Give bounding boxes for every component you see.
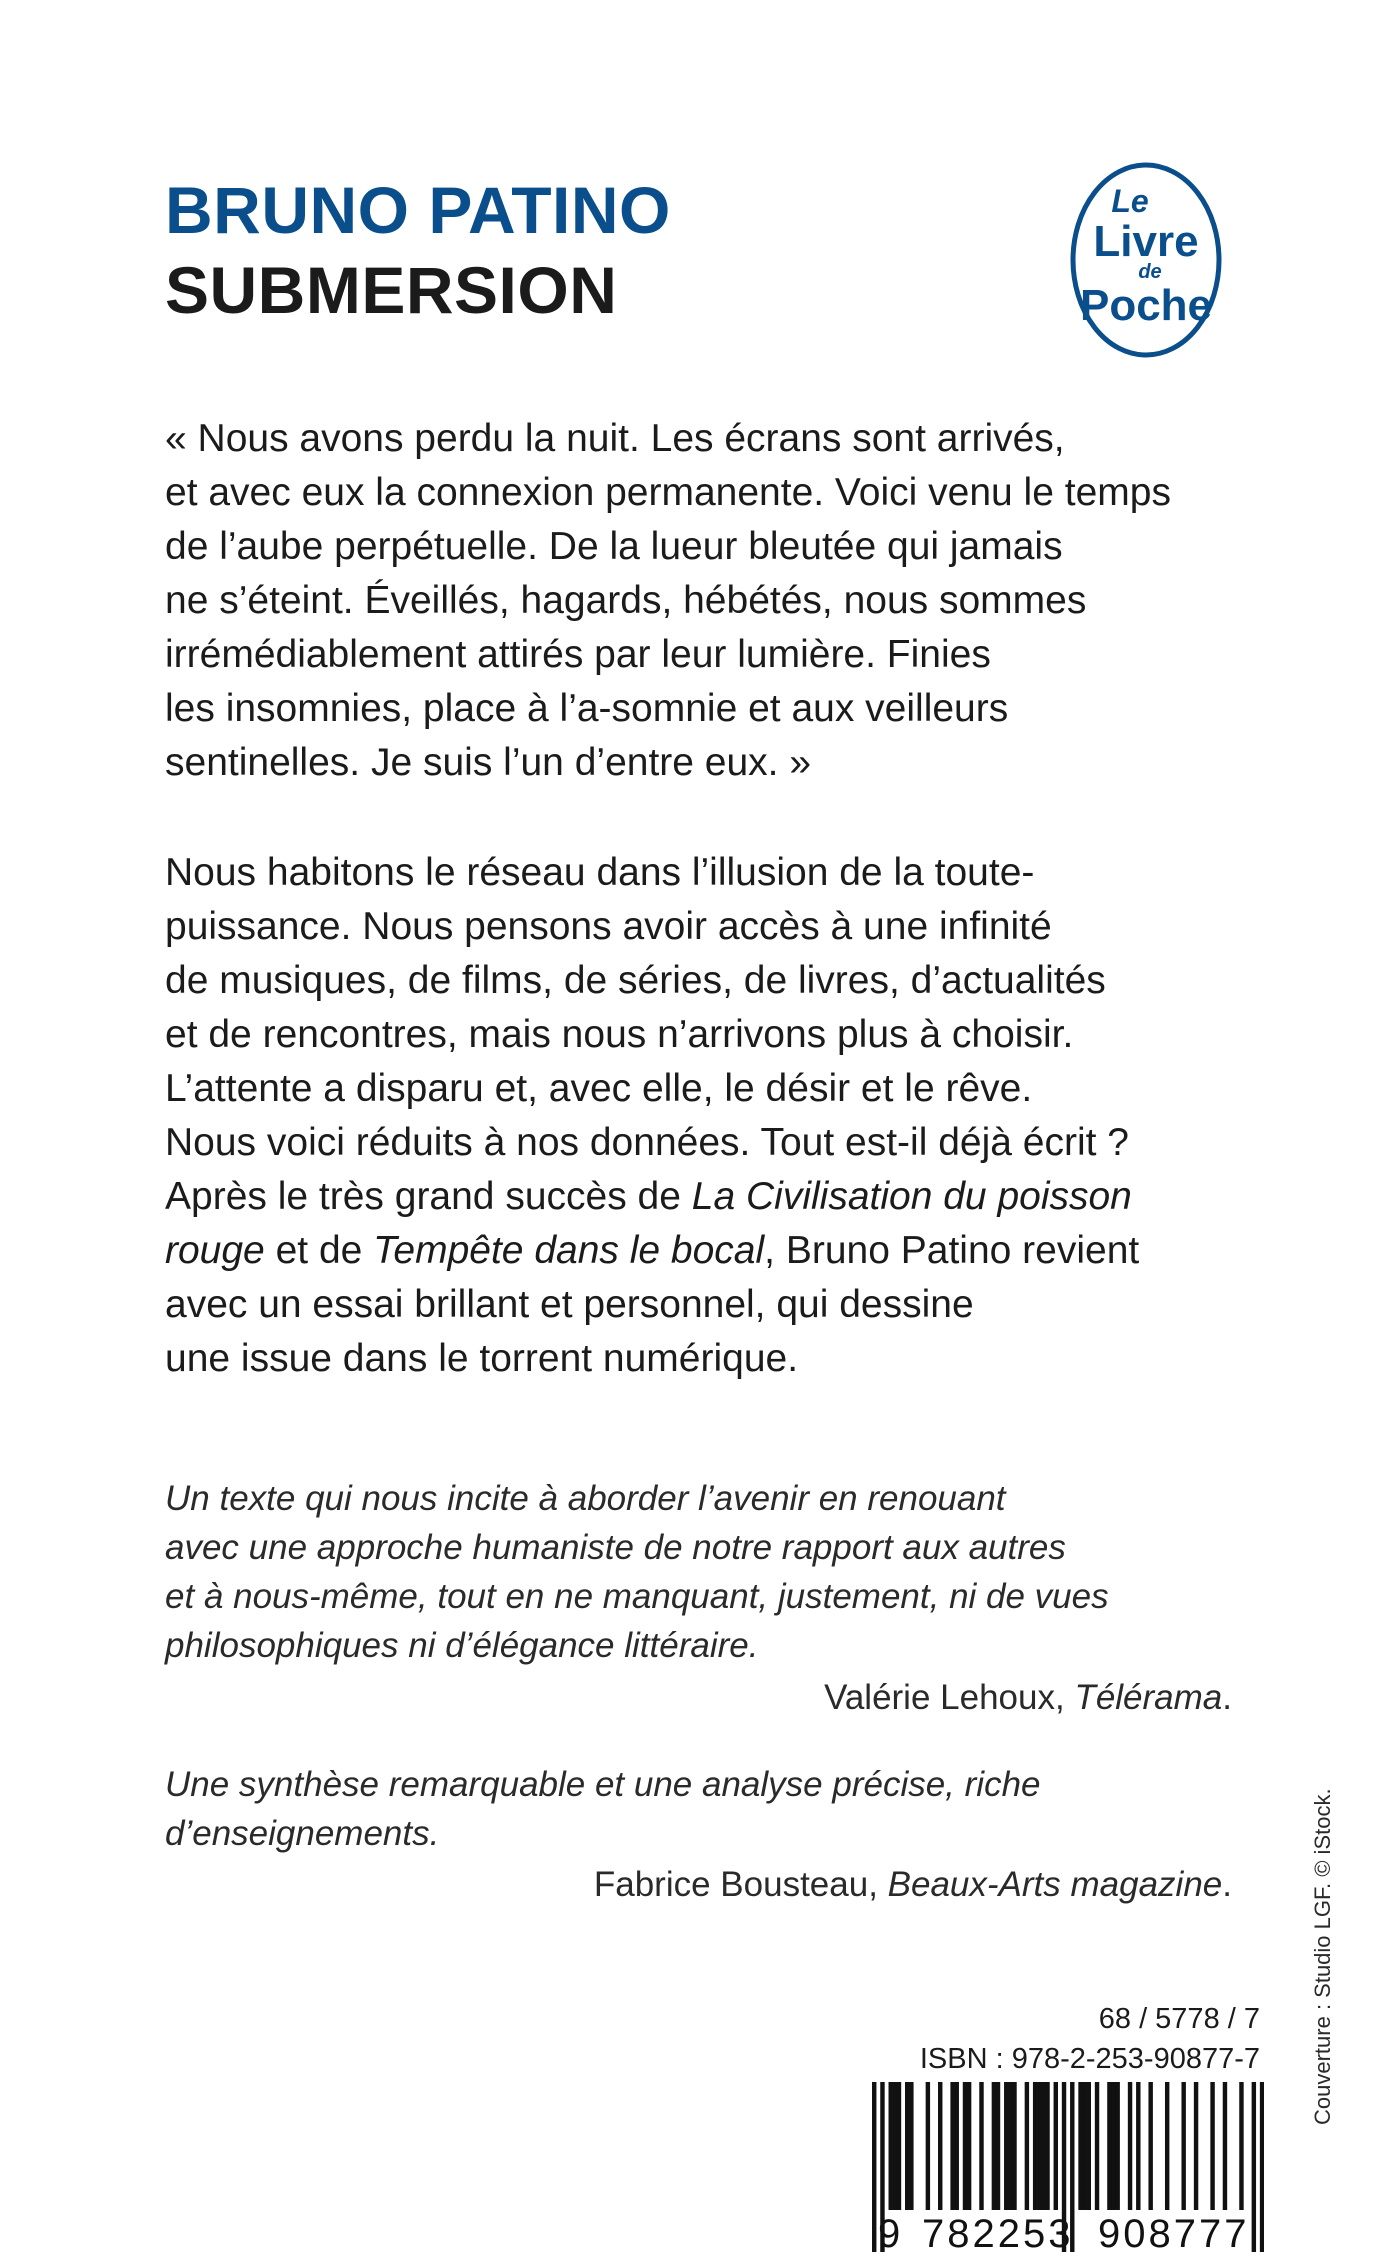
review-2-attribution xyxy=(594,1860,1232,1909)
cover-credit: Couverture : Studio LGF. © iStock. xyxy=(1310,1788,1335,2125)
quote-line: les insomnies, place à l’a-somnie et aux veilleurs xyxy=(165,687,1009,730)
book-reference: rouge xyxy=(165,1229,265,1272)
barcode-bar xyxy=(1033,2082,1037,2210)
quote-line: ne s’éteint. Éveillés, hagards, hébétés, nous sommes xyxy=(165,579,1087,622)
barcode-bar xyxy=(1012,2082,1016,2210)
barcode-bar xyxy=(1078,2082,1082,2210)
barcode-bar xyxy=(950,2082,954,2210)
barcode-bar xyxy=(1223,2082,1227,2210)
barcode-bar xyxy=(909,2082,913,2210)
barcode-bar xyxy=(1004,2082,1008,2210)
review-line: d’enseignements. xyxy=(165,1814,440,1853)
barcode-bar xyxy=(955,2082,959,2210)
reviewer-name: Fabrice Bousteau, xyxy=(593,1865,888,1904)
barcode-bar xyxy=(1260,2082,1264,2252)
barcode-bar xyxy=(963,2082,967,2210)
isbn-text: ISBN : 978-2-253-90877-7 xyxy=(919,2043,1260,2075)
description-line xyxy=(165,1170,1265,1224)
barcode-first-digit: 9 xyxy=(878,2212,904,2256)
quote-line: irrémédiablement attirés par leur lumière. Finies xyxy=(165,633,991,676)
barcode-bar xyxy=(1054,2082,1058,2210)
review-1-attribution xyxy=(824,1673,1232,1722)
publication-name: Beaux-Arts magazine xyxy=(887,1865,1223,1904)
review-line: philosophiques ni d’élégance littéraire. xyxy=(165,1626,759,1665)
description-line: Nous habitons le réseau dans l’illusion de la toute- xyxy=(165,851,1035,894)
book-reference: La Civilisation du poisson xyxy=(691,1175,1132,1218)
review-line: et à nous-même, tout en ne manquant, justement, ni de vues xyxy=(165,1577,1109,1616)
review-line: avec une approche humaniste de notre rapport aux autres xyxy=(165,1528,1066,1567)
connector-text: , Bruno Patino revient xyxy=(764,1229,1140,1272)
barcode-bar xyxy=(905,2082,909,2210)
review-1 xyxy=(165,1474,1245,1670)
quote-line: sentinelles. Je suis l’un d’entre eux. » xyxy=(165,741,812,784)
publication-name: Télérama xyxy=(1074,1678,1223,1717)
barcode-bar xyxy=(1128,2082,1132,2210)
barcode-bar xyxy=(1082,2082,1086,2210)
barcode-bar xyxy=(1136,2082,1140,2210)
barcode-right-digits: 908777 xyxy=(1098,2212,1250,2256)
book-reference: Tempête dans le bocal xyxy=(373,1229,765,1272)
connector-text: et de xyxy=(264,1229,374,1272)
barcode-bar xyxy=(1095,2082,1099,2210)
catalog-code: 68 / 5778 / 7 xyxy=(1098,2003,1260,2035)
barcode-bar xyxy=(1008,2082,1012,2210)
description-line: L’attente a disparu et, avec elle, le désir et le rêve. xyxy=(165,1067,1033,1110)
svg-text:de: de xyxy=(1138,261,1162,283)
svg-text:Poche: Poche xyxy=(1079,281,1213,330)
barcode-bar xyxy=(1025,2082,1029,2210)
barcode-bar xyxy=(872,2082,876,2252)
svg-text:Livre: Livre xyxy=(1093,217,1199,266)
publisher-logo xyxy=(1068,160,1224,360)
barcode-bar xyxy=(979,2082,983,2210)
description-line xyxy=(165,1224,1265,1278)
attribution-period: . xyxy=(1222,1865,1232,1904)
description xyxy=(165,846,1265,1386)
svg-text:Le: Le xyxy=(1111,183,1149,219)
reviewer-name: Valérie Lehoux, xyxy=(824,1678,1075,1717)
barcode-bar xyxy=(1111,2082,1115,2210)
barcode-bar xyxy=(897,2082,901,2210)
description-line: une issue dans le torrent numérique. xyxy=(165,1337,799,1380)
quote-line: de l’aube perpétuelle. De la lueur bleutée qui jamais xyxy=(165,525,1063,568)
barcode-bar xyxy=(996,2082,1000,2210)
barcode-bar xyxy=(1045,2082,1049,2210)
barcode-bar xyxy=(889,2082,893,2210)
review-line: Une synthèse remarquable et une analyse précise, riche xyxy=(165,1765,1041,1804)
barcode-bar xyxy=(1252,2082,1256,2252)
barcode-bar xyxy=(1181,2082,1185,2210)
description-line: et de rencontres, mais nous n’arrivons plus à choisir. xyxy=(165,1013,1074,1056)
description-line: puissance. Nous pensons avoir accès à une infinité xyxy=(165,905,1052,948)
author-name: BRUNO PATINO xyxy=(165,173,671,247)
barcode-bar xyxy=(1194,2082,1198,2210)
description-line: avec un essai brillant et personnel, qui dessine xyxy=(165,1283,974,1326)
barcode-bar xyxy=(938,2082,942,2210)
barcode-bar xyxy=(1148,2082,1152,2210)
barcode-bar xyxy=(1087,2082,1091,2210)
barcode-bar xyxy=(992,2082,996,2210)
description-line: de musiques, de films, de séries, de livres, d’actualités xyxy=(165,959,1106,1002)
success-prefix: Après le très grand succès de xyxy=(165,1175,692,1218)
quote-line: « Nous avons perdu la nuit. Les écrans sont arrivés, xyxy=(165,417,1065,460)
attribution-period: . xyxy=(1222,1678,1232,1717)
barcode-bar xyxy=(1115,2082,1119,2210)
barcode-left-digits: 782253 xyxy=(922,2212,1074,2256)
review-line: Un texte qui nous incite à aborder l’avenir en renouant xyxy=(165,1479,1006,1518)
barcode-bar xyxy=(893,2082,897,2210)
barcode-bar xyxy=(1107,2082,1111,2210)
description-line: Nous voici réduits à nos données. Tout est-il déjà écrit ? xyxy=(165,1121,1129,1164)
barcode-bar xyxy=(1165,2082,1169,2210)
barcode-bar xyxy=(1239,2082,1243,2210)
barcode-bar xyxy=(926,2082,930,2210)
barcode-bar xyxy=(967,2082,971,2210)
barcode-bar xyxy=(1210,2082,1214,2210)
review-2 xyxy=(165,1760,1245,1858)
opening-quote xyxy=(165,412,1265,790)
quote-line: et avec eux la connexion permanente. Voici venu le temps xyxy=(165,471,1171,514)
barcode-bar xyxy=(1041,2082,1045,2210)
book-title: SUBMERSION xyxy=(165,253,618,327)
barcode-bar xyxy=(1037,2082,1041,2210)
